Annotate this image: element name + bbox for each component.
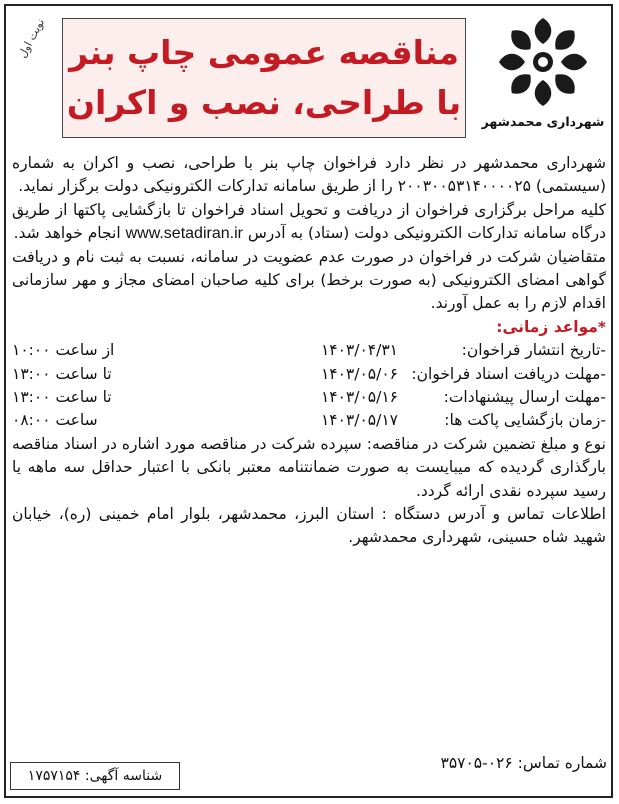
- date-label: -مهلت دریافت اسناد فراخوان:: [411, 364, 606, 383]
- date-row: [12, 363, 606, 386]
- paragraph-procedure: [12, 199, 606, 246]
- title-box: [62, 18, 466, 138]
- date-value: ۱۴۰۳/۰۵/۰۶: [320, 364, 398, 383]
- org-name: شهرداری محمدشهر: [481, 114, 605, 129]
- paragraph-contact: اطلاعات تماس و آدرس دستگاه : استان البرز، محمدشهر، بلوار امام خمینی (ره)، خیابان شهید شاه حسینی، شهرداری محمدشهر.: [12, 505, 606, 547]
- municipality-emblem-icon: [495, 14, 591, 110]
- paragraph-intro: شهرداری محمدشهر در نظر دارد فراخوان چاپ بنر با طراحی، نصب و اکران به شماره (سیستمی) ۲۰۰۳۰۰۵۳۱۴۰۰۰۰۲۵ را از طریق سامانه تدارکات الکترونیکی دولت برگزار نماید.: [12, 154, 606, 196]
- date-value: ۱۴۰۳/۰۴/۳۱: [320, 341, 398, 360]
- date-label: -زمان بازگشایی پاکت ها:: [444, 411, 606, 430]
- turn-label: نوبت اول: [15, 16, 47, 60]
- time-value: از ساعت ۱۰:۰۰: [12, 341, 115, 360]
- date-row: [12, 409, 606, 432]
- paragraph-guarantee: نوع و مبلغ تضمین شرکت در مناقصه: سپرده شرکت در مناقصه مورد اشاره در اسناد مناقصه بارگذاری گردیده که میبایست به صورت ضمانتنامه معتبر بانکی با اعتبار حداقل سه ماهه یا رسید سپرده نقدی ارائه گردد.: [12, 434, 606, 500]
- header: [6, 6, 609, 146]
- paragraph-registration: متقاضیان شرکت در فراخوان در صورت عدم عضویت در سامانه، نسبت به ثبت نام و دریافت گواهی امضای الکترونیکی (به صورت برخط) برای کلیه صاحبان امضای مجاز و مهر سازمانی اقدام لازم را به عمل آورند.: [12, 247, 606, 313]
- time-value: تا ساعت ۱۳:۰۰: [12, 388, 112, 407]
- procedure-text: کلیه مراحل برگزاری فراخوان از دریافت و تحویل اسناد فراخوان تا بازگشایی پاکتها از طریق درگاه سامانه تدارکات الکترونیکی دولت (ستاد) به آدرس: [12, 200, 606, 243]
- ad-id-badge: شناسه آگهی: ۱۷۵۷۱۵۴: [10, 762, 180, 790]
- time-value: تا ساعت ۱۳:۰۰: [12, 364, 112, 383]
- date-value: ۱۴۰۳/۰۵/۱۷: [320, 411, 398, 430]
- dates-list: [12, 339, 606, 433]
- setad-url-link[interactable]: www.setadiran.ir: [125, 225, 243, 243]
- date-row: [12, 386, 606, 409]
- title-line-1: مناقصه عمومی چاپ بنر: [69, 33, 459, 72]
- dates-heading: *مواعد زمانی:: [496, 317, 606, 336]
- contact-phone: شماره تماس: ۰۲۶-۳۵۷۰۵: [440, 754, 607, 772]
- date-label: -مهلت ارسال پیشنهادات:: [443, 388, 606, 407]
- logo: [480, 14, 606, 144]
- date-value: ۱۴۰۳/۰۵/۱۶: [320, 388, 398, 407]
- time-value: ساعت ۰۸:۰۰: [12, 411, 98, 430]
- notice-body: [12, 152, 606, 550]
- date-label: -تاریخ انتشار فراخوان:: [461, 341, 606, 360]
- title-line-2: با طراحی، نصب و اکران: [66, 83, 462, 122]
- date-row: [12, 339, 606, 362]
- procedure-text-end: انجام خواهد شد.: [13, 224, 126, 243]
